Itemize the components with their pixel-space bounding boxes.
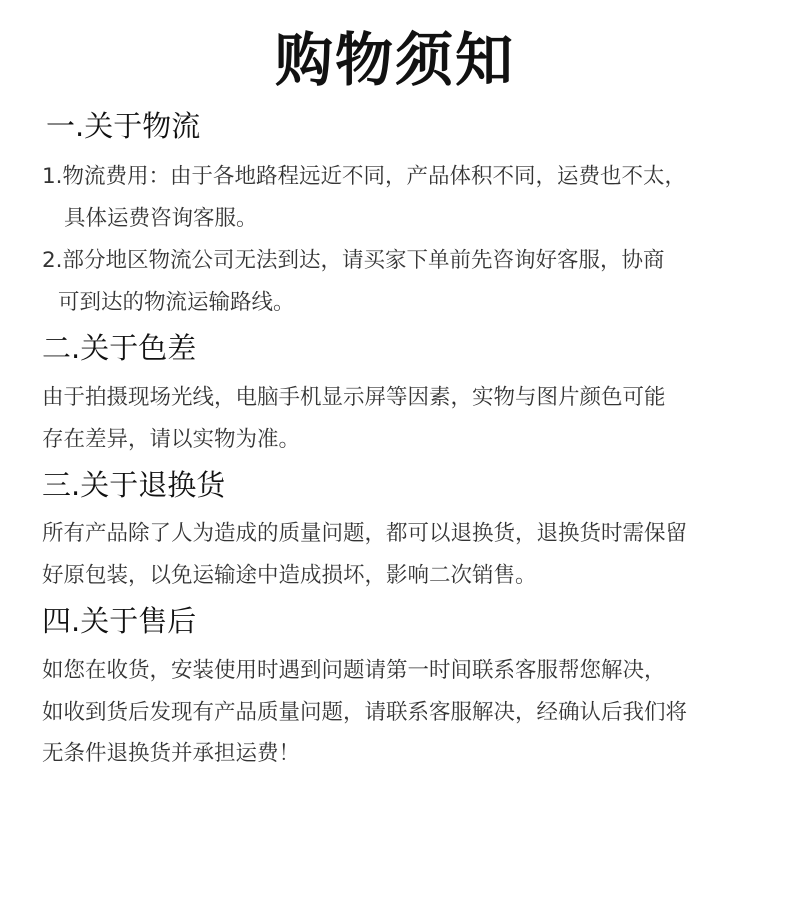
section-heading-returns: 三.关于退换货 (42, 468, 226, 502)
page-title: 购物须知 (274, 26, 515, 94)
section-heading-after-sales: 四.关于售后 (42, 604, 197, 638)
section-text-line: 如收到货后发现有产品质量问题，请联系客服解决，经确认后我们将 (42, 700, 688, 725)
section-text-line: 1.物流费用：由于各地路程远近不同，产品体积不同，运费也不太， (42, 164, 687, 189)
section-text-line: 由于拍摄现场光线，电脑手机显示屏等因素，实物与图片颜色可能 (42, 385, 666, 410)
section-text-line: 具体运费咨询客服。 (64, 206, 258, 231)
section-text-line: 好原包装，以免运输途中造成损坏，影响二次销售。 (42, 563, 537, 588)
section-text-line: 所有产品除了人为造成的质量问题，都可以退换货，退换货时需保留 (42, 521, 688, 546)
section-text-line: 可到达的物流运输路线。 (58, 290, 295, 315)
section-text-line: 如您在收货，安装使用时遇到问题请第一时间联系客服帮您解决， (42, 658, 666, 683)
section-heading-color-difference: 二.关于色差 (42, 331, 197, 365)
section-text-line: 存在差异，请以实物为准。 (42, 427, 301, 452)
section-text-line: 无条件退换货并承担运费！ (42, 741, 301, 766)
section-text-line: 2.部分地区物流公司无法到达，请买家下单前先咨询好客服，协商 (42, 248, 665, 273)
section-heading-logistics: 一.关于物流 (46, 109, 201, 143)
